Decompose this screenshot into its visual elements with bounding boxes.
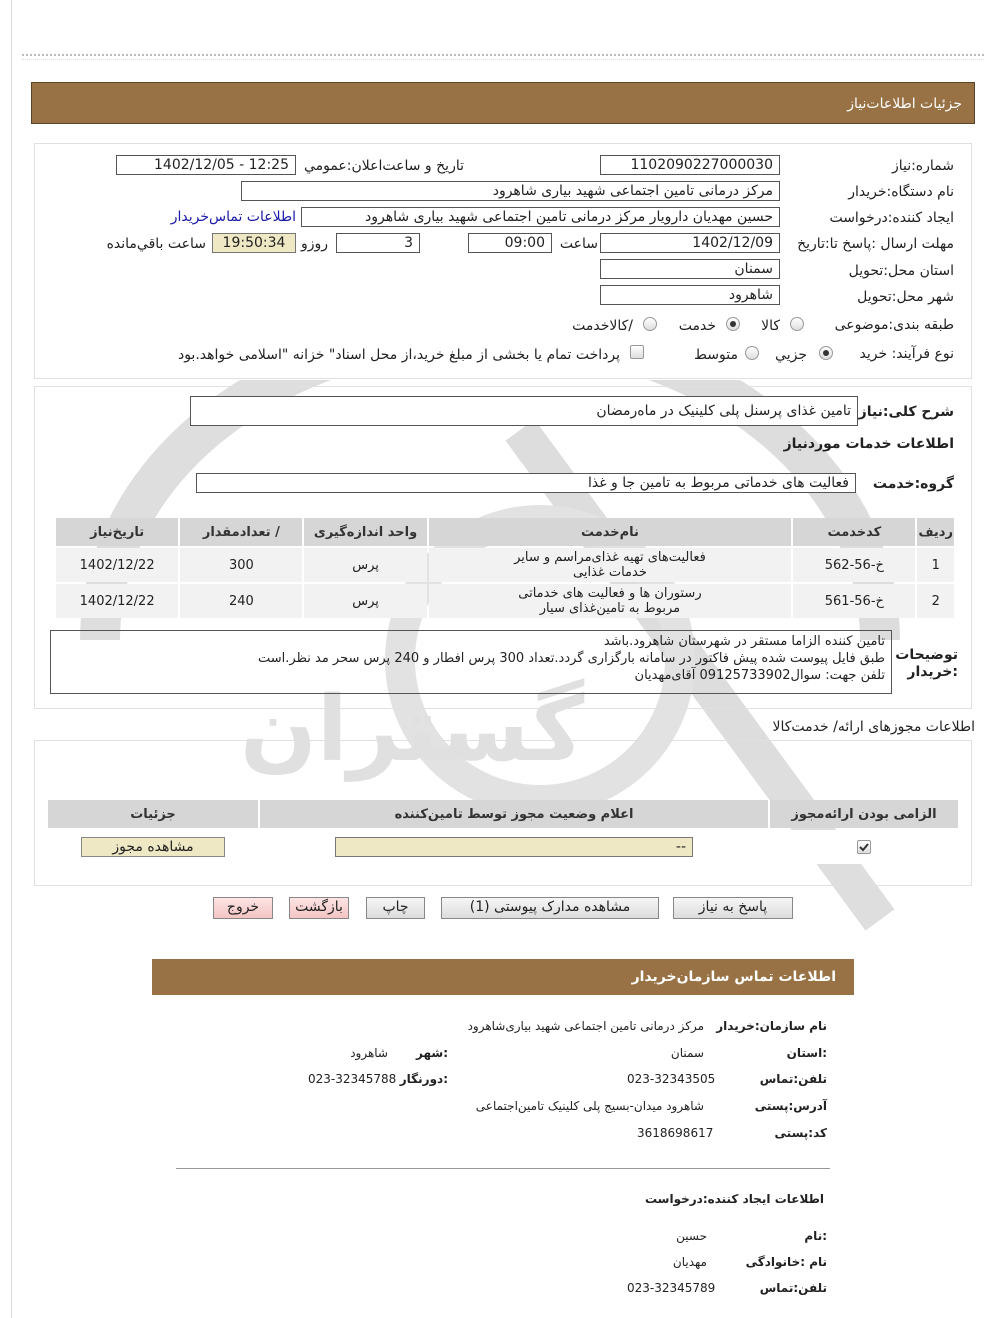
creator-label: ایجاد کننده:درخواست xyxy=(829,210,954,226)
process-radio-minor[interactable] xyxy=(819,346,833,360)
view-attachments-button[interactable]: مشاهده مدارک پیوستی (1) xyxy=(441,897,659,919)
table-row xyxy=(56,584,954,618)
col-service-name: نام‌خدمت xyxy=(429,518,792,546)
cell-service-code: خ-56-562 xyxy=(793,548,915,582)
creator-phone-label: تلفن:تماس xyxy=(759,1281,827,1295)
contact-divider xyxy=(176,1168,830,1169)
exit-button[interactable]: خروج xyxy=(213,897,273,919)
services-section-title: اطلاعات خدمات موردنیاز xyxy=(783,436,954,452)
permit-required-checkbox[interactable] xyxy=(857,840,871,854)
permits-table xyxy=(46,798,960,866)
process-label: نوع فرآیند: خرید xyxy=(859,346,954,362)
creator-first-name-value: حسین xyxy=(676,1229,707,1243)
cell-unit: پرس xyxy=(304,584,426,618)
contact-fax-label: :دورنگار xyxy=(399,1072,448,1086)
remaining-time-label: ساعت باقي‌مانده xyxy=(106,236,206,252)
cell-service-name: فعالیت‌های تهیه غذای‌مراسم و سایر خدمات غذایی xyxy=(429,548,792,582)
buyer-org-label: نام دستگاه:خریدار xyxy=(848,184,954,200)
contact-phone-label: تلفن:تماس xyxy=(759,1072,827,1086)
services-table xyxy=(54,516,956,620)
contact-header-title: اطلاعات تماس سازمان‌خریدار xyxy=(631,969,836,985)
services-table-header xyxy=(56,518,954,546)
category-radio-goods[interactable] xyxy=(790,317,804,331)
remaining-time-field: 19:50:34 xyxy=(212,233,296,253)
contact-province-label: :استان xyxy=(786,1046,827,1060)
process-radio-medium[interactable] xyxy=(745,346,759,360)
cell-quantity: 300 xyxy=(180,548,302,582)
deadline-label: مهلت ارسال :پاسخ تا:تاریخ xyxy=(797,236,954,252)
days-label: روزو xyxy=(300,236,328,252)
need-number-label: شماره:نیاز xyxy=(891,158,954,174)
category-label: طبقه بندی:موضوعی xyxy=(834,317,954,333)
deadline-time-label: ساعت xyxy=(559,236,598,252)
need-number-field: 1102090227000030 xyxy=(600,155,780,175)
need-summary-label: شرح کلی:نیاز xyxy=(858,404,954,420)
check-icon xyxy=(858,841,870,853)
table-row xyxy=(48,830,958,864)
col-quantity: / تعدادمقدار xyxy=(180,518,302,546)
service-group-label: گروه:خدمت xyxy=(872,476,954,492)
city-label: شهر محل:تحویل xyxy=(857,289,954,305)
cell-row-number: 1 xyxy=(917,548,954,582)
announce-datetime-field: 1402/12/05 - 12:25 xyxy=(116,155,296,175)
creator-last-name-label: نام :خانوادگی xyxy=(745,1255,827,1269)
buyer-notes-line: تلفن جهت: سوال09125733902 آقای‌مهدیان xyxy=(634,668,885,683)
page-left-border xyxy=(11,0,12,1318)
permits-section-title: اطلاعات مجوزهای ارائه/ خدمت‌کالا xyxy=(772,719,975,735)
col-service-code: کدخدمت xyxy=(793,518,915,546)
need-summary-field: تامین غذای پرسنل پلی کلینیک در ماه‌رمضان xyxy=(190,396,858,426)
process-option-medium: متوسط xyxy=(694,347,738,363)
buyer-org-field: مرکز درمانی تامین اجتماعی شهید بیاری شاهرود xyxy=(241,181,780,201)
creator-last-name-value: مهدیان xyxy=(672,1255,707,1269)
creator-section-title: اطلاعات ایجاد کننده:درخواست xyxy=(644,1192,824,1206)
col-permit-required: الزامی بودن ارائه‌مجوز xyxy=(770,800,958,828)
deadline-time-field: 09:00 xyxy=(468,233,552,253)
buyer-notes-label: توضیحات :خریدار xyxy=(895,647,958,680)
cell-permit-status xyxy=(260,830,768,864)
cell-service-name: رستوران ها و فعالیت های خدماتی مربوط به تامین‌غذای سیار xyxy=(429,584,792,618)
service-group-field: فعالیت های خدماتی مربوط به تامین جا و غذا xyxy=(196,473,856,493)
back-button[interactable]: بازگشت xyxy=(289,897,349,919)
permit-status-field[interactable]: -- xyxy=(335,837,693,857)
creator-first-name-label: :نام xyxy=(804,1229,827,1243)
category-radio-goods-service[interactable] xyxy=(643,317,657,331)
cell-permit-details xyxy=(48,830,258,864)
buyer-contact-link[interactable]: اطلاعات تماس‌خریدار xyxy=(170,209,296,225)
svg-text:گستران: گستران xyxy=(240,677,585,782)
creator-phone-value: 023-32345789 xyxy=(627,1281,716,1295)
cell-permit-required xyxy=(770,830,958,864)
details-header-title: جزئیات اطلاعات‌نیاز xyxy=(847,96,962,112)
top-divider xyxy=(22,54,984,56)
category-option-goods: کالا xyxy=(761,318,780,334)
table-row xyxy=(56,548,954,582)
reply-button[interactable]: پاسخ به نیاز xyxy=(673,897,793,919)
city-field: شاهرود xyxy=(600,285,780,305)
category-radio-service[interactable] xyxy=(726,317,740,331)
buyer-notes-line: طبق فایل پیوست شده پیش فاکتور در سامانه بارگزاری گردد.تعداد 300 پرس افطار و 240 پرس سحر مد نظر.است xyxy=(258,651,885,666)
category-option-goods-service: /کالاخدمت xyxy=(572,318,633,334)
cell-unit: پرس xyxy=(304,548,426,582)
top-divider-secondary xyxy=(22,59,984,60)
contact-phone-value: 023-32343505 xyxy=(627,1072,716,1086)
category-option-service: خدمت xyxy=(678,318,716,334)
process-option-minor: جزيي xyxy=(775,347,807,363)
details-header-bar xyxy=(31,82,975,124)
deadline-date-field: 1402/12/09 xyxy=(600,233,780,253)
treasury-payment-note: پرداخت تمام یا بخشی از مبلغ خرید،از محل اسناد" خزانه "اسلامی خواهد.بود xyxy=(177,347,620,363)
contact-fax-value: 023-32345788 xyxy=(308,1072,397,1086)
cell-quantity: 240 xyxy=(180,584,302,618)
cell-need-date: 1402/12/22 xyxy=(56,548,178,582)
cell-need-date: 1402/12/22 xyxy=(56,584,178,618)
contact-province-value: سمنان xyxy=(670,1046,704,1060)
contact-org-value: مرکز درمانی تامین اجتماعی شهید بیاری‌شاهرود xyxy=(467,1019,704,1033)
contact-org-label: نام سازمان:خریدار xyxy=(716,1019,827,1033)
contact-address-label: آدرس:پستی xyxy=(754,1099,827,1113)
contact-city-label: :شهر xyxy=(416,1046,448,1060)
province-field: سمنان xyxy=(600,259,780,279)
col-permit-details: جزئیات xyxy=(48,800,258,828)
col-unit: واحد اندازه‌گیری xyxy=(304,518,426,546)
province-label: استان محل:تحویل xyxy=(848,263,954,279)
contact-address-value: شاهرود میدان-بسیج پلی کلینیک تامین‌اجتماعی xyxy=(475,1099,704,1113)
buyer-notes-box xyxy=(50,630,892,694)
col-row-number: ردیف xyxy=(917,518,954,546)
print-button[interactable]: چاپ xyxy=(366,897,425,919)
cell-service-code: خ-56-561 xyxy=(793,584,915,618)
announce-label: تاریخ و ساعت‌اعلان:عمومي xyxy=(303,158,464,174)
treasury-payment-checkbox[interactable] xyxy=(630,345,644,359)
need-info-panel xyxy=(34,143,972,379)
col-need-date: تاریخ‌نیاز xyxy=(56,518,178,546)
cell-row-number: 2 xyxy=(917,584,954,618)
contact-city-value: شاهرود xyxy=(350,1046,388,1060)
contact-postal-label: کد:پستی xyxy=(774,1126,827,1140)
col-permit-status: اعلام وضعیت مجوز توسط تامین‌کننده xyxy=(260,800,768,828)
contact-postal-value: 3618698617 xyxy=(637,1126,714,1140)
permits-table-header xyxy=(48,800,958,828)
remaining-days-field: 3 xyxy=(336,233,420,253)
contact-header-bar xyxy=(152,959,854,995)
view-permit-button[interactable]: مشاهده مجوز xyxy=(81,837,225,857)
buyer-notes-line: تامین کننده الزاما مستقر در شهرستان شاهرود.باشد xyxy=(603,634,885,649)
creator-field: حسین مهدیان دارویار مرکز درمانی تامین اجتماعی شهید بیاری شاهرود xyxy=(301,207,780,227)
